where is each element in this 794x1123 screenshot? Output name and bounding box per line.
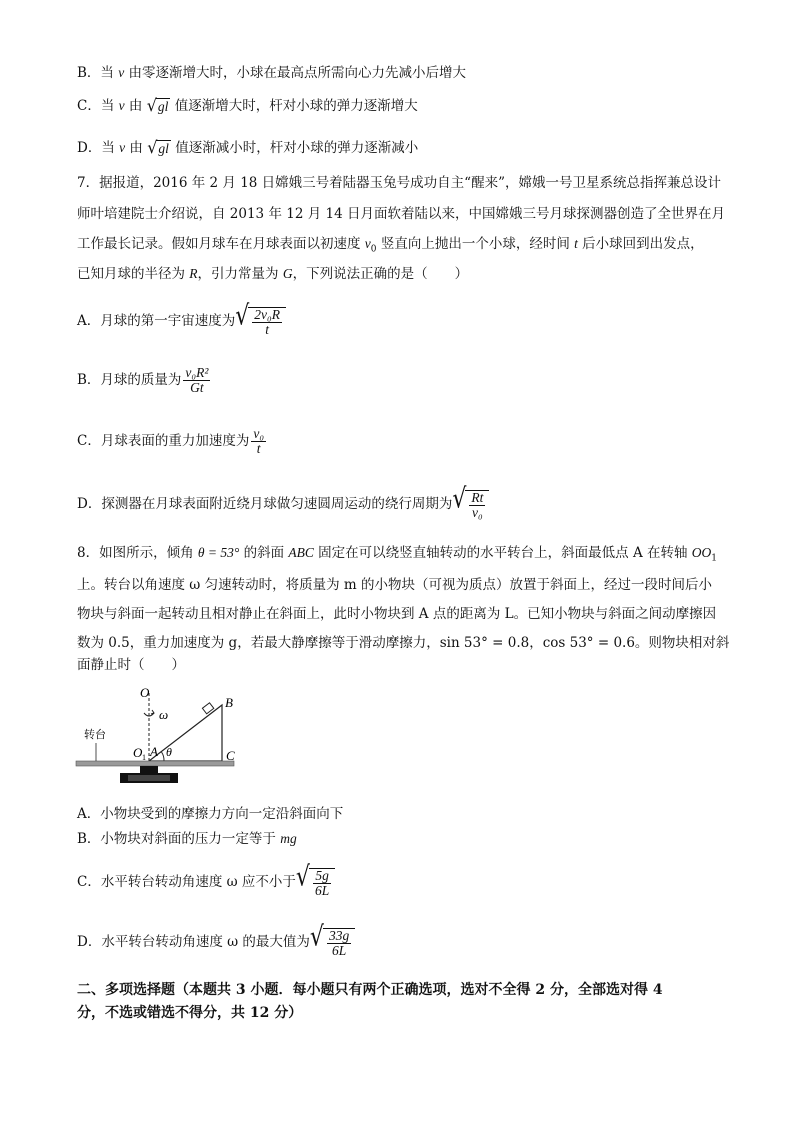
- q7-option-d: D．探测器在月球表面附近绕月球做匀速圆周运动的绕行周期为 √ $\frac{Rt}{\text{v₀}}$: [77, 484, 489, 524]
- q8-option-b: B．小物块对斜面的压力一定等于 mg: [77, 831, 297, 847]
- fraction: $\frac{\text{v₀R²}}{Gt}$: [185, 365, 209, 395]
- label-o1-sub: 1: [142, 753, 146, 762]
- sqrt-gl: √ gl: [147, 137, 169, 158]
- section2-heading-line2: 分，不选或错选不得分，共 12 分）: [77, 1005, 303, 1021]
- q8-stem-line2: 上。转台以角速度 ω 匀速转动时，将质量为 m 的小物块（可视为质点）放置于斜面上，经过一段时间后小: [77, 577, 712, 593]
- label-theta: θ: [166, 745, 172, 759]
- q6-option-d: D．当 v 由 √ gl 值逐渐减小时，杆对小球的弹力逐渐减小: [77, 137, 419, 158]
- q8-option-a: A．小物块受到的摩擦力方向一定沿斜面向下: [77, 806, 344, 822]
- label-o: O: [140, 685, 150, 700]
- label-turntable: 转台: [84, 728, 106, 741]
- q8-option-c: C．水平转台转动角速度 ω 应不小于 √ $\frac{5g}{6L}$: [77, 862, 335, 902]
- sqrt-fraction: √ $\frac{33g}{6L}$: [310, 928, 355, 958]
- q6-option-c: C．当 v 由 √ gl 值逐渐增大时，杆对小球的弹力逐渐增大: [77, 95, 418, 116]
- sqrt-fraction: √ $\frac{Rt}{\text{v₀}}$: [452, 490, 489, 520]
- section2-heading-line1: 二、多项选择题（本题共 3 小题．每小题只有两个正确选项，选对不全得 2 分，全部选对得 4: [77, 982, 663, 998]
- q8-stem-line5: 面静止时（ ）: [77, 657, 185, 673]
- q7-stem-line4: 已知月球的半径为 R，引力常量为 G，下列说法正确的是（ ）: [77, 266, 469, 282]
- label-omega: ω: [159, 707, 169, 722]
- q8-stem-line1: 8．如图所示，倾角 θ = 53° 的斜面 ABC 固定在可以绕竖直轴转动的水平转台上，斜面最低点 A 在转轴 $OO_1$: [77, 545, 718, 564]
- q8-option-d: D．水平转台转动角速度 ω 的最大值为 √ $\frac{33g}{6L}$: [77, 922, 355, 962]
- incline-turntable-figure: [74, 683, 244, 795]
- q7-option-c: C．月球表面的重力加速度为 $\frac{\text{v₀}}{t}$: [77, 426, 265, 456]
- turntable-shaft: [140, 766, 158, 773]
- q7-stem-line1: 7．据报道，2016 年 2 月 18 日嫦娥三号着陆器玉兔号成功自主“醒来”，嫦娥一号卫星系统总指挥兼总设计: [77, 175, 721, 191]
- q7-option-a: A．月球的第一宇宙速度为 √ $\frac{\text{2v₀R}}{t}$: [77, 303, 286, 339]
- q7-stem-line3: 工作最长记录。假如月球车在月球表面以初速度 $v_0$ 竖直向上抛出一个小球，经时间 t 后小球回到出发点，: [77, 236, 704, 255]
- fraction: $\frac{\text{v₀}}{t}$: [253, 426, 265, 456]
- sqrt-gl: √ gl: [146, 95, 169, 116]
- q7-stem-line2: 师叶培建院士介绍说，自 2013 年 12 月 14 日月面软着陆以来，中国嫦娥三号月球探测器创造了全世界在月: [77, 206, 725, 222]
- label-o1: O: [133, 745, 143, 760]
- turntable-plate: [76, 761, 234, 766]
- label-c: C: [226, 748, 235, 763]
- q8-stem-line4: 数为 0.5，重力加速度为 g，若最大静摩擦等于滑动摩擦力，sin 53° = 0.8，cos 53° = 0.6。则物块相对斜: [77, 635, 730, 651]
- label-b: B: [225, 695, 233, 710]
- sqrt-fraction: √ $\frac{5g}{6L}$: [296, 868, 335, 898]
- q7-option-b: B．月球的质量为 $\frac{\text{v₀R²}}{Gt}$: [77, 365, 209, 395]
- label-a: A: [150, 744, 158, 759]
- q6-option-b: B．当 v 由零逐渐增大时，小球在最高点所需向心力先减小后增大: [77, 65, 467, 81]
- sqrt-fraction: √ $\frac{\text{2v₀R}}{t}$: [235, 307, 286, 337]
- q8-stem-line3: 物块与斜面一起转动且相对静止在斜面上，此时小物块到 A 点的距离为 L。已知小物块与斜面之间动摩擦因: [77, 606, 717, 622]
